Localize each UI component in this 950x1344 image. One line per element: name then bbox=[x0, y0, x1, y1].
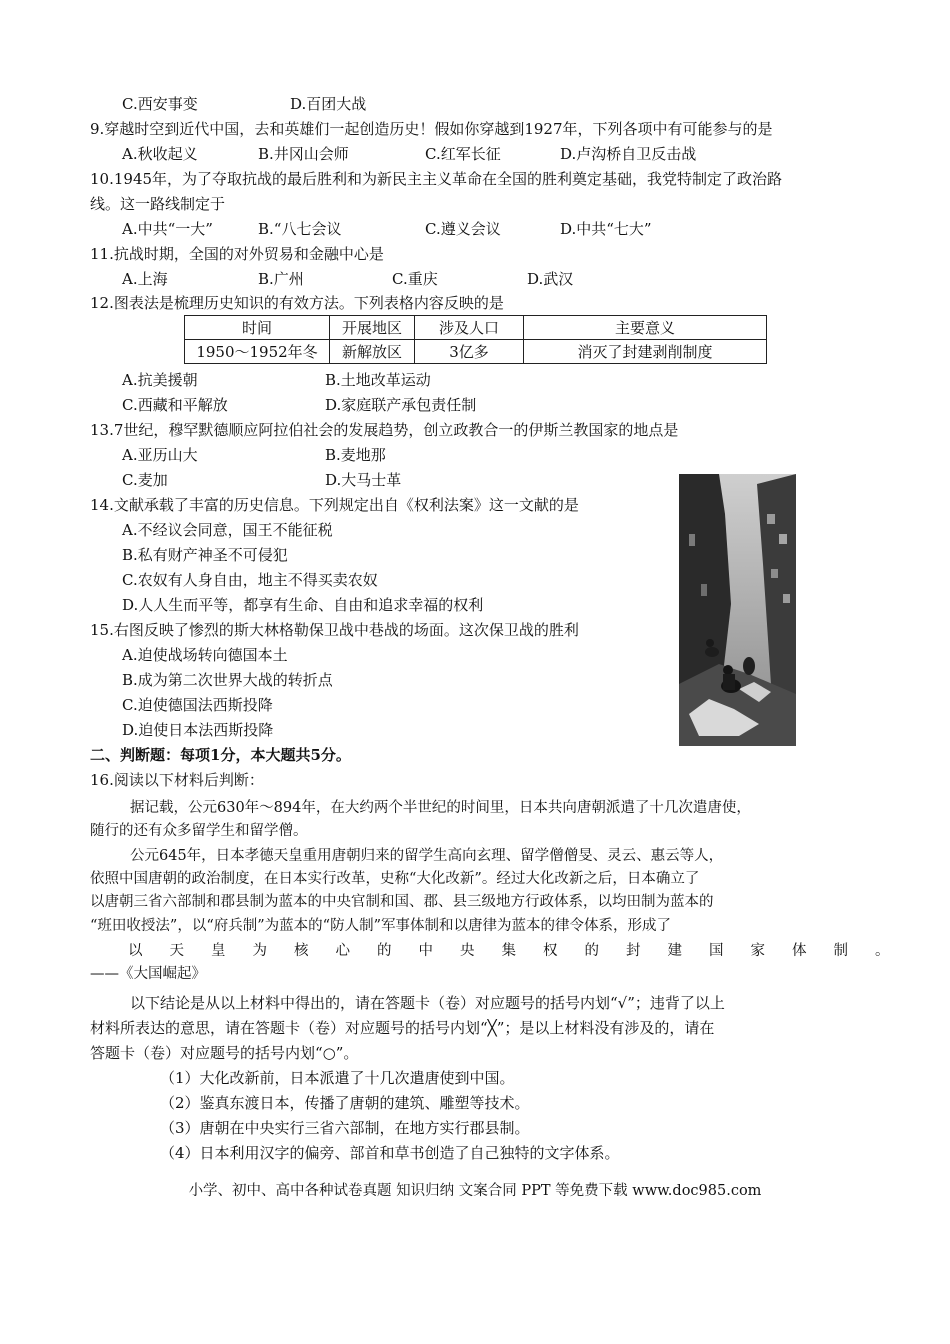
q12-option-a: A.抗美援朝 bbox=[122, 371, 198, 389]
q13-option-c: C.麦加 bbox=[122, 471, 168, 489]
q12-header-significance: 主要意义 bbox=[524, 316, 767, 340]
q14-stem: 14.文献承载了丰富的历史信息。下列规定出自《权利法案》这一文献的是 bbox=[90, 496, 579, 514]
q15-stem: 15.右图反映了惨烈的斯大林格勒保卫战中巷战的场面。这次保卫战的胜利 bbox=[90, 621, 579, 639]
q8-option-c: C.西安事变 bbox=[122, 95, 198, 113]
q12-stem: 12.图表法是梳理历史知识的有效方法。下列表格内容反映的是 bbox=[90, 294, 504, 312]
q10-option-d: D.中共“七大” bbox=[560, 220, 652, 238]
q16-material-p2-line4: “班田收授法”，以“府兵制”为蓝本的“防人制”军事体制和以唐律为蓝本的律令体系，形成了 bbox=[90, 918, 671, 934]
q16-instruction-line2: 材料所表达的意思，请在答题卡（卷）对应题号的括号内划“╳”；是以上材料没有涉及的，请在 bbox=[90, 1019, 715, 1037]
q11-option-d: D.武汉 bbox=[527, 270, 574, 288]
q11-option-a: A.上海 bbox=[122, 270, 168, 288]
q11-option-c: C.重庆 bbox=[392, 270, 438, 288]
q13-stem: 13.7世纪，穆罕默德顺应阿拉伯社会的发展趋势，创立政教合一的伊斯兰教国家的地点是 bbox=[90, 421, 679, 439]
q10-option-a: A.中共“一大” bbox=[122, 220, 213, 238]
q16-material-p1-line2: 随行的还有众多留学生和留学僧。 bbox=[90, 823, 308, 839]
q10-option-b: B.“八七会议 bbox=[258, 220, 342, 238]
q14-option-a: A.不经议会同意，国王不能征税 bbox=[122, 521, 333, 539]
q12-table-header-row bbox=[185, 316, 767, 340]
q12-cell-time: 1950～1952年冬 bbox=[185, 340, 330, 364]
q12-cell-significance: 消灭了封建剥削制度 bbox=[524, 340, 767, 364]
q12-table-row bbox=[185, 340, 767, 364]
q15-option-b: B.成为第二次世界大战的转折点 bbox=[122, 671, 333, 689]
q16-stem: 16.阅读以下材料后判断： bbox=[90, 771, 264, 789]
q9-option-a: A.秋收起义 bbox=[122, 145, 198, 163]
q10-stem-line1: 10.1945年，为了夺取抗战的最后胜利和为新民主主义革命在全国的胜利奠定基础，我党特制定了政治路 bbox=[90, 170, 783, 188]
q14-option-d: D.人人生而平等，都享有生命、自由和追求幸福的权利 bbox=[122, 596, 484, 614]
q12-option-c: C.西藏和平解放 bbox=[122, 396, 228, 414]
q13-option-d: D.大马士革 bbox=[325, 471, 402, 489]
q16-instruction-line1: 以下结论是从以上材料中得出的，请在答题卡（卷）对应题号的括号内划“√”；违背了以上 bbox=[130, 994, 725, 1012]
q16-material-p2-line1: 公元645年，日本孝德天皇重用唐朝归来的留学生高向玄理、留学僧僧旻、灵云、惠云等人， bbox=[130, 848, 724, 864]
q12-cell-region: 新解放区 bbox=[330, 340, 415, 364]
q16-statement-4: （4）日本利用汉字的偏旁、部首和草书创造了自己独特的文字体系。 bbox=[160, 1144, 620, 1162]
q10-stem-line2: 线。这一路线制定于 bbox=[90, 195, 226, 213]
q12-option-d: D.家庭联产承包责任制 bbox=[325, 396, 477, 414]
q16-material-p2-line3: 以唐朝三省六部制和郡县制为蓝本的中央官制和国、郡、县三级地方行政体系，以均田制为蓝本的 bbox=[90, 894, 714, 910]
q15-option-d: D.迫使日本法西斯投降 bbox=[122, 721, 274, 739]
q10-option-c: C.遵义会议 bbox=[425, 220, 501, 238]
q11-option-b: B.广州 bbox=[258, 270, 304, 288]
q16-material-p2-line2: 依照中国唐朝的政治制度，在日本实行改革，史称“大化改新”。经过大化改新之后，日本确立了 bbox=[90, 871, 700, 887]
q14-option-c: C.农奴有人身自由，地主不得买卖农奴 bbox=[122, 571, 378, 589]
q15-option-c: C.迫使德国法西斯投降 bbox=[122, 696, 273, 714]
q12-table bbox=[184, 315, 767, 364]
q8-option-d: D.百团大战 bbox=[290, 95, 367, 113]
q12-header-time: 时间 bbox=[185, 316, 330, 340]
q12-option-b: B.土地改革运动 bbox=[325, 371, 431, 389]
q12-cell-population: 3亿多 bbox=[415, 340, 524, 364]
page-footer: 小学、初中、高中各种试卷真题 知识归纳 文案合同 PPT 等免费下载 www.doc985.com bbox=[188, 1183, 762, 1199]
q14-option-b: B.私有财产神圣不可侵犯 bbox=[122, 546, 288, 564]
q13-option-b: B.麦地那 bbox=[325, 446, 386, 464]
q9-option-c: C.红军长征 bbox=[425, 145, 501, 163]
q11-stem: 11.抗战时期，全国的对外贸易和金融中心是 bbox=[90, 245, 384, 263]
q16-material-p1-line1: 据记载，公元630年～894年，在大约两个半世纪的时间里，日本共向唐朝派遣了十几次遣唐使， bbox=[130, 800, 751, 816]
q16-statement-3: （3）唐朝在中央实行三省六部制，在地方实行郡县制。 bbox=[160, 1119, 530, 1137]
q16-instruction-line3: 答题卡（卷）对应题号的括号内划“○”。 bbox=[90, 1044, 359, 1062]
q9-stem: 9.穿越时空到近代中国，去和英雄们一起创造历史！假如你穿越到1927年，下列各项中有可能参与的是 bbox=[90, 120, 773, 138]
q16-statement-1: （1）大化改新前，日本派遣了十几次遣唐使到中国。 bbox=[160, 1069, 515, 1087]
q9-option-b: B.井冈山会师 bbox=[258, 145, 349, 163]
q16-material-p2-line5: 以天皇为核心的中央集权的封建国家体制。 bbox=[128, 943, 917, 959]
q16-material-source: ——《大国崛起》 bbox=[90, 966, 206, 982]
q15-option-a: A.迫使战场转向德国本土 bbox=[122, 646, 288, 664]
q16-statement-2: （2）鉴真东渡日本，传播了唐朝的建筑、雕塑等技术。 bbox=[160, 1094, 530, 1112]
q12-header-population: 涉及人口 bbox=[415, 316, 524, 340]
section-heading: 二、判断题：每项1分，本大题共5分。 bbox=[90, 746, 351, 764]
q13-option-a: A.亚历山大 bbox=[122, 446, 198, 464]
q12-header-region: 开展地区 bbox=[330, 316, 415, 340]
stalingrad-street-battle-photo bbox=[679, 474, 796, 746]
q9-option-d: D.卢沟桥自卫反击战 bbox=[560, 145, 697, 163]
